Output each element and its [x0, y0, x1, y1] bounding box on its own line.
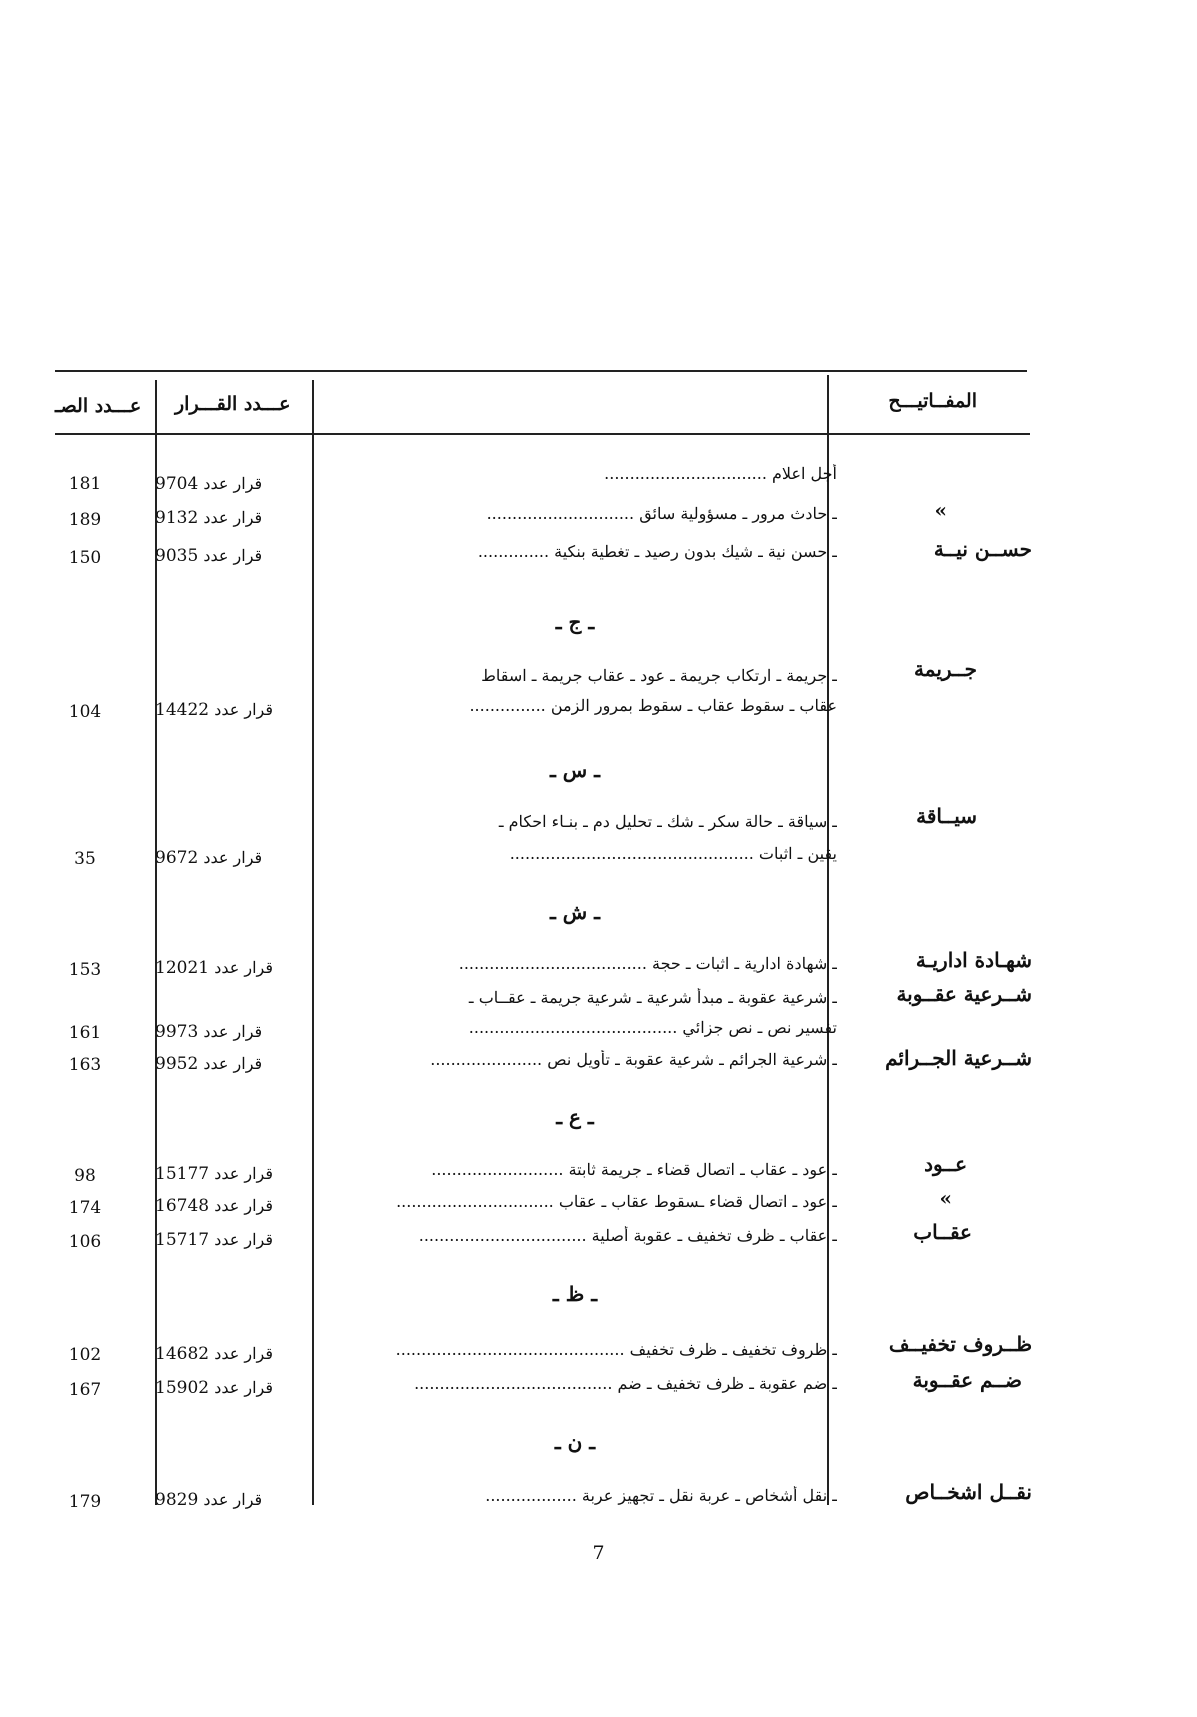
entry-text: ـ عود ـ عقاب ـ اتصال قضاء ـ جريمة ثابتة ..........................	[431, 1160, 837, 1179]
section-letter: ـ س ـ	[549, 758, 601, 782]
page-ref: 189	[68, 510, 102, 530]
entry-text-continued: تفسير نص ـ نص جزائي .........................................	[468, 1018, 837, 1037]
page-ref: 163	[68, 1055, 102, 1075]
page-ref: 174	[68, 1198, 102, 1218]
header-page-number: عـــدد الصـ	[55, 395, 142, 417]
decision-ref: قرار عدد 15902	[155, 1378, 273, 1398]
decision-ref: قرار عدد 9672	[155, 848, 263, 868]
entry-text: ـ نقل أشخاص ـ عربة نقل ـ تجهيز عربة ..................	[485, 1486, 837, 1505]
keyword: شهـادة اداريـة	[915, 948, 1032, 972]
entry-text: ـ شهادة ادارية ـ اثبات ـ حجة .....................................	[458, 954, 837, 973]
entry-text-continued: عقاب ـ سقوط عقاب ـ سقوط بمرور الزمن ...............	[469, 696, 837, 715]
page-ref: 161	[68, 1023, 102, 1043]
page-ref: 181	[68, 474, 102, 494]
keyword: شــرعية عقــوبة	[896, 982, 1032, 1006]
top-rule	[55, 370, 1027, 372]
keyword: ضــم عقــوبة	[912, 1368, 1022, 1392]
keyword: نقــل اشخــاص	[905, 1480, 1032, 1504]
entry-text: ـ حسن نية ـ شيك بدون رصيد ـ تغطية بنكية ..............	[477, 542, 837, 561]
keyword: جــريمة	[914, 657, 977, 681]
page-ref: 150	[68, 548, 102, 568]
decision-ref: قرار عدد 9132	[155, 508, 263, 528]
section-letter: ـ ش ـ	[549, 900, 601, 924]
entry-text-continued: يقين ـ اثبات ................................................	[509, 844, 837, 863]
decision-ref: قرار عدد 12021	[155, 958, 273, 978]
decision-ref: قرار عدد 14682	[155, 1344, 273, 1364]
page-ref: 179	[68, 1492, 102, 1512]
keyword: »	[939, 1186, 952, 1210]
keyword: عــود	[924, 1152, 967, 1176]
page-ref: 35	[74, 849, 96, 869]
entry-text: ـ عقاب ـ ظرف تخفيف ـ عقوبة أصلية .................................	[418, 1226, 837, 1245]
decision-ref: قرار عدد 9035	[155, 546, 263, 566]
entry-text: ـ حادث مرور ـ مسؤولية سائق .............................	[486, 504, 837, 523]
page-number: 7	[592, 1542, 605, 1564]
keyword: ظــروف تخفيــف	[888, 1332, 1032, 1356]
section-letter: ـ ج ـ	[555, 610, 595, 634]
entry-text: ـ عود ـ اتصال قضاء ـسقوط عقاب ـ عقاب ...............................	[396, 1192, 837, 1211]
decision-ref: قرار عدد 9952	[155, 1054, 263, 1074]
page-ref: 102	[68, 1345, 102, 1365]
section-letter: ـ ع ـ	[556, 1105, 594, 1129]
decision-ref: قرار عدد 9973	[155, 1022, 263, 1042]
entry-text: ـ جريمة ـ ارتكاب جريمة ـ عود ـ عقاب جريمة ـ اسقاط	[481, 666, 837, 685]
decision-ref: قرار عدد 16748	[155, 1196, 273, 1216]
decision-ref: قرار عدد 9829	[155, 1490, 263, 1510]
decision-ref: قرار عدد 9704	[155, 474, 263, 494]
entry-text: أجل اعلام ................................	[604, 464, 837, 483]
entry-text: ـ ضم عقوبة ـ ظرف تخفيف ـ ضم .......................................	[414, 1374, 837, 1393]
entry-text: ـ سياقة ـ حالة سكر ـ شك ـ تحليل دم ـ بنـاء احكام ـ	[498, 812, 837, 831]
entry-text: ـ شرعية الجرائم ـ شرعية عقوبة ـ تأويل نص ......................	[430, 1050, 837, 1069]
decision-ref: قرار عدد 14422	[155, 700, 273, 720]
page-ref: 104	[68, 702, 102, 722]
entry-text: ـ ظروف تخفيف ـ ظرف تخفيف .............................................	[395, 1340, 837, 1359]
keyword: شــرعية الجــرائم	[885, 1046, 1032, 1070]
section-letter: ـ ن ـ	[554, 1430, 596, 1454]
header-keywords: المفــاتيـــح	[888, 390, 977, 412]
section-letter: ـ ظ ـ	[552, 1282, 598, 1306]
entry-text: ـ شرعية عقوبة ـ مبدأ شرعية ـ شرعية جريمة ـ عقــاب ـ	[468, 988, 837, 1007]
keyword: سيــاقة	[916, 804, 977, 828]
keyword: حســن نيــة	[933, 537, 1032, 561]
page-ref: 106	[68, 1232, 102, 1252]
decision-ref: قرار عدد 15177	[155, 1164, 273, 1184]
decision-ref: قرار عدد 15717	[155, 1230, 273, 1250]
page-ref: 153	[68, 960, 102, 980]
page-ref: 98	[74, 1166, 96, 1186]
keyword: عقــاب	[913, 1220, 972, 1244]
page-ref: 167	[68, 1380, 102, 1400]
keyword: »	[934, 498, 947, 522]
header-decision-number: عـــدد القـــرار	[175, 393, 291, 415]
header-bottom-rule	[55, 433, 1030, 435]
